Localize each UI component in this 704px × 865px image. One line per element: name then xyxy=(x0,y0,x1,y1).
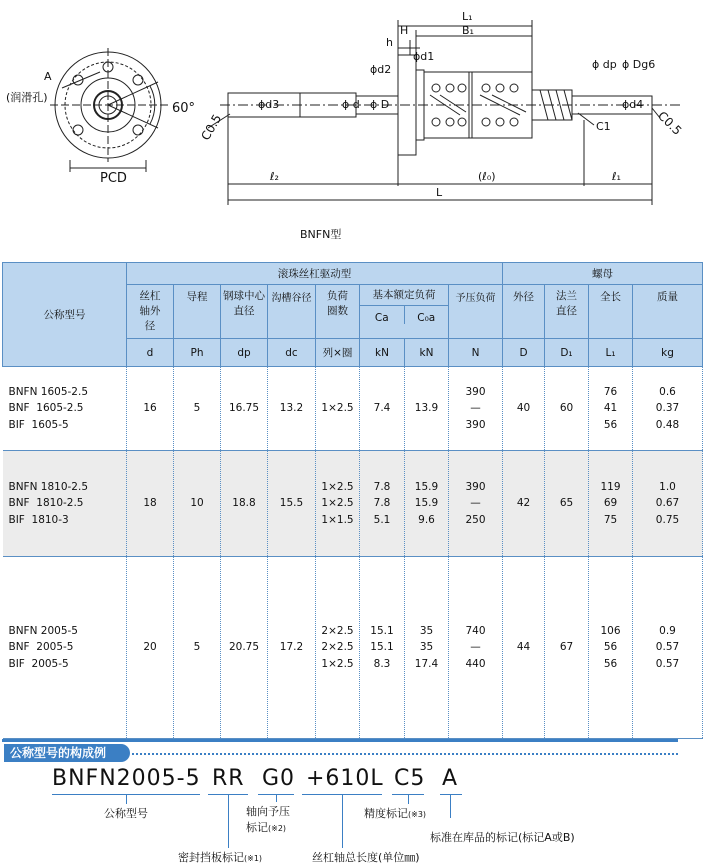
header-dc: 沟槽谷径 xyxy=(268,285,316,339)
cell-L1-line: 76 xyxy=(603,385,618,398)
label-B1: B₁ xyxy=(462,24,474,37)
label-l2: ℓ₂ xyxy=(270,170,279,183)
cell-coa-line: 35 xyxy=(419,624,434,637)
cell-dc xyxy=(268,557,316,739)
spec-table xyxy=(2,262,703,739)
cell-model-line: BNF 2005-5 xyxy=(8,641,74,654)
cell-model-line: BNF 1810-2.5 xyxy=(8,497,84,510)
code-part-seal: RR xyxy=(212,766,245,791)
cell-preload-line: — xyxy=(470,402,481,415)
label-chamfer-right: C0.5 xyxy=(655,108,685,138)
note-preload-1: 轴向予压 xyxy=(246,805,290,818)
table-row xyxy=(3,451,703,557)
code-part-accuracy: C5 xyxy=(394,766,426,791)
cell-turns-line: 1×2.5 xyxy=(321,480,354,493)
cell-L1-line: 69 xyxy=(603,497,618,510)
cell-model xyxy=(3,451,127,557)
cell-D-line: 42 xyxy=(516,497,531,510)
bolt-hole xyxy=(133,125,143,135)
cell-preload xyxy=(449,557,503,739)
label-d3: ϕd3 xyxy=(258,98,280,111)
code-part-length: +610L xyxy=(306,766,384,791)
cell-dp-line: 16.75 xyxy=(228,402,260,415)
header-d: 丝杠轴外径 xyxy=(127,285,174,339)
label-lube-hole: (润滑孔) xyxy=(6,91,48,104)
cell-preload-line: — xyxy=(470,497,481,510)
cell-d-line: 16 xyxy=(143,402,157,415)
note-stock: 标准在库品的标记(标记A或B) xyxy=(430,831,575,844)
unit-preload: N xyxy=(449,339,503,367)
note-preload-ref: (※2) xyxy=(268,824,287,833)
label-angle: 60° xyxy=(172,101,196,116)
cell-coa-line: 13.9 xyxy=(414,402,439,415)
cell-mass xyxy=(633,367,703,451)
cell-model xyxy=(3,367,127,451)
cell-d-line: 20 xyxy=(143,641,157,654)
cell-model-line: BNFN 1605-2.5 xyxy=(8,385,88,398)
underline-stock xyxy=(440,794,462,795)
cell-turns-line: 2×2.5 xyxy=(321,641,354,654)
header-nominal-model: 公称型号 xyxy=(3,263,127,367)
cell-model-line: BNF 1605-2.5 xyxy=(8,402,84,415)
cell-ca-line: 7.8 xyxy=(373,480,391,493)
section-title: 公称型号的构成例 xyxy=(4,744,130,762)
header-turns: 负荷圈数 xyxy=(316,285,360,339)
cell-ca-line: 7.8 xyxy=(373,497,391,510)
cell-turns-line: 1×1.5 xyxy=(321,513,354,526)
cell-L1-line: 56 xyxy=(603,641,618,654)
header-coa: C₀a xyxy=(417,312,436,324)
cell-d xyxy=(127,367,174,451)
section-dotted-line xyxy=(132,753,678,755)
cell-mass-line: 0.9 xyxy=(659,624,676,637)
label-l0: (ℓ₀) xyxy=(478,170,496,183)
bolt-hole xyxy=(133,75,143,85)
cell-dc-line: 15.5 xyxy=(279,497,304,510)
cell-D1 xyxy=(545,367,589,451)
cell-ca-line: 15.1 xyxy=(370,624,394,637)
cell-preload-line: 250 xyxy=(465,513,486,526)
cell-model-line: BIF 1810-3 xyxy=(8,513,69,526)
label-L: L xyxy=(436,186,443,199)
cell-mass-line: 1.0 xyxy=(659,480,676,493)
cell-dc-line: 13.2 xyxy=(279,402,304,415)
header-group-screw: 滚珠丝杠驱动型 xyxy=(127,263,503,285)
cell-preload-line: 390 xyxy=(465,418,486,431)
unit-L1: L₁ xyxy=(589,339,633,367)
cell-L1-line: 41 xyxy=(603,402,618,415)
cell-D xyxy=(503,367,545,451)
label-d2: ϕd2 xyxy=(370,63,392,76)
cell-D-line: 40 xyxy=(516,402,531,415)
cell-ph xyxy=(174,367,221,451)
cell-D1-line: 65 xyxy=(559,497,574,510)
cell-dc-line: 17.2 xyxy=(279,641,304,654)
label-d1: ϕd1 xyxy=(413,50,435,63)
unit-ph: Ph xyxy=(174,339,221,367)
cell-L1 xyxy=(589,451,633,557)
note-model: 公称型号 xyxy=(104,807,148,820)
header-ca: Ca xyxy=(360,306,405,324)
cell-mass-line: 0.57 xyxy=(655,641,680,654)
cell-preload xyxy=(449,451,503,557)
unit-d: d xyxy=(127,339,174,367)
cell-model-line: BIF 2005-5 xyxy=(8,657,69,670)
cell-mass-line: 0.67 xyxy=(655,497,680,510)
cell-turns-line: 1×2.5 xyxy=(321,402,354,415)
header-L1: 全长 xyxy=(589,285,633,339)
unit-D1: D₁ xyxy=(545,339,589,367)
header-group-nut: 螺母 xyxy=(503,263,703,285)
label-dp: ϕ dp xyxy=(592,58,617,71)
cell-ph-line: 10 xyxy=(190,497,204,510)
cell-dp-line: 18.8 xyxy=(232,497,256,510)
label-H: H xyxy=(400,24,409,37)
cell-model-line: BNFN 1810-2.5 xyxy=(8,480,88,493)
cell-L1-line: 119 xyxy=(600,480,621,493)
cell-model xyxy=(3,557,127,739)
cell-coa-line: 17.4 xyxy=(414,657,439,670)
cell-mass-line: 0.57 xyxy=(655,657,680,670)
cell-mass-line: 0.75 xyxy=(655,513,680,526)
cell-coa-line: 15.9 xyxy=(414,480,439,493)
cell-preload xyxy=(449,367,503,451)
code-part-stock: A xyxy=(442,766,459,791)
cell-coa-line: 15.9 xyxy=(414,497,439,510)
unit-turns: 列×圈 xyxy=(316,339,360,367)
cell-mass xyxy=(633,557,703,739)
cell-ca-line: 15.1 xyxy=(370,641,394,654)
cell-D-line: 44 xyxy=(516,641,531,654)
cell-preload-line: 740 xyxy=(465,624,486,637)
cell-L1 xyxy=(589,367,633,451)
cell-D1-line: 60 xyxy=(559,402,574,415)
label-pcd: PCD xyxy=(100,171,127,186)
cell-ca xyxy=(360,557,405,739)
section-divider xyxy=(2,739,678,742)
cell-coa-line: 9.6 xyxy=(418,513,435,526)
cell-preload-line: — xyxy=(470,641,481,654)
unit-coa: kN xyxy=(405,339,449,367)
label-C1: C1 xyxy=(596,120,611,133)
cell-D1 xyxy=(545,557,589,739)
cell-dp xyxy=(221,367,268,451)
header-ph: 导程 xyxy=(174,285,221,339)
cell-ca xyxy=(360,451,405,557)
cell-ca-line: 8.3 xyxy=(373,657,391,670)
label-chamfer-left: C0.5 xyxy=(198,111,225,143)
code-part-model: BNFN2005-5 xyxy=(52,766,201,791)
cell-coa xyxy=(405,451,449,557)
cell-ph-line: 5 xyxy=(193,641,201,654)
bolt-hole xyxy=(73,125,83,135)
cell-mass-line: 0.6 xyxy=(659,385,676,398)
cell-L1-line: 56 xyxy=(603,657,618,670)
label-d4: ϕd4 xyxy=(622,98,644,111)
header-D: 外径 xyxy=(503,285,545,339)
unit-dp: dp xyxy=(221,339,268,367)
unit-D: D xyxy=(503,339,545,367)
header-dp: 钢球中心直径 xyxy=(221,285,268,339)
cell-ph-line: 5 xyxy=(193,402,201,415)
cell-preload-line: 390 xyxy=(465,480,486,493)
cell-ca-line: 5.1 xyxy=(373,513,391,526)
label-l1: ℓ₁ xyxy=(612,170,621,183)
cell-ca-line: 7.4 xyxy=(373,402,391,415)
cell-turns-line: 1×2.5 xyxy=(321,657,354,670)
cell-mass xyxy=(633,451,703,557)
label-h: h xyxy=(386,36,393,49)
cell-preload-line: 390 xyxy=(465,385,486,398)
cell-dc xyxy=(268,367,316,451)
note-seal-ref: (※1) xyxy=(244,854,263,863)
cell-d-line: 18 xyxy=(143,497,157,510)
cell-d xyxy=(127,451,174,557)
cell-coa xyxy=(405,367,449,451)
cell-turns xyxy=(316,451,360,557)
cell-preload-line: 440 xyxy=(465,657,486,670)
cell-dp xyxy=(221,451,268,557)
cell-D xyxy=(503,451,545,557)
cell-mass-line: 0.48 xyxy=(655,418,680,431)
cell-L1-line: 106 xyxy=(600,624,621,637)
cell-dp xyxy=(221,557,268,739)
cell-coa xyxy=(405,557,449,739)
cell-L1 xyxy=(589,557,633,739)
cell-model-line: BNFN 2005-5 xyxy=(8,624,78,637)
label-L1: L₁ xyxy=(462,10,473,23)
code-part-preload: G0 xyxy=(262,766,296,791)
cell-turns-line: 2×2.5 xyxy=(321,624,354,637)
cell-d xyxy=(127,557,174,739)
cell-turns xyxy=(316,367,360,451)
note-accuracy-ref: (※3) xyxy=(408,810,427,819)
cell-turns-line: 1×2.5 xyxy=(321,497,354,510)
unit-mass: kg xyxy=(633,339,703,367)
cell-model-line: BIF 1605-5 xyxy=(8,418,69,431)
cell-coa-line: 35 xyxy=(419,641,434,654)
table-row xyxy=(3,557,703,739)
cell-D1 xyxy=(545,451,589,557)
cell-ph xyxy=(174,451,221,557)
note-length: 丝杠轴总长度(单位㎜) xyxy=(312,851,420,864)
cell-ca xyxy=(360,367,405,451)
header-mass: 质量 xyxy=(633,285,703,339)
model-type-title: BNFN型 xyxy=(300,228,342,241)
label-a: A xyxy=(44,70,52,83)
cell-D xyxy=(503,557,545,739)
header-preload: 予压负荷 xyxy=(449,285,503,339)
cell-L1-line: 56 xyxy=(603,418,618,431)
note-accuracy: 精度标记 xyxy=(364,807,408,820)
header-basic-load: 基本额定负荷 Ca C₀a xyxy=(360,285,449,339)
cell-mass-line: 0.37 xyxy=(655,402,680,415)
label-d: ϕ d xyxy=(342,98,360,111)
note-seal: 密封挡板标记 xyxy=(178,851,244,864)
cell-ph xyxy=(174,557,221,739)
label-Dg6: ϕ Dg6 xyxy=(622,58,656,71)
note-preload-2: 标记 xyxy=(246,821,268,834)
cell-turns xyxy=(316,557,360,739)
unit-ca: kN xyxy=(360,339,405,367)
technical-drawing xyxy=(0,0,704,255)
cell-dc xyxy=(268,451,316,557)
header-D1: 法兰直径 xyxy=(545,285,589,339)
unit-dc: dc xyxy=(268,339,316,367)
table-row xyxy=(3,367,703,451)
cell-dp-line: 20.75 xyxy=(228,641,260,654)
label-D: ϕ D xyxy=(370,98,390,111)
cell-D1-line: 67 xyxy=(559,641,574,654)
cell-L1-line: 75 xyxy=(603,513,618,526)
